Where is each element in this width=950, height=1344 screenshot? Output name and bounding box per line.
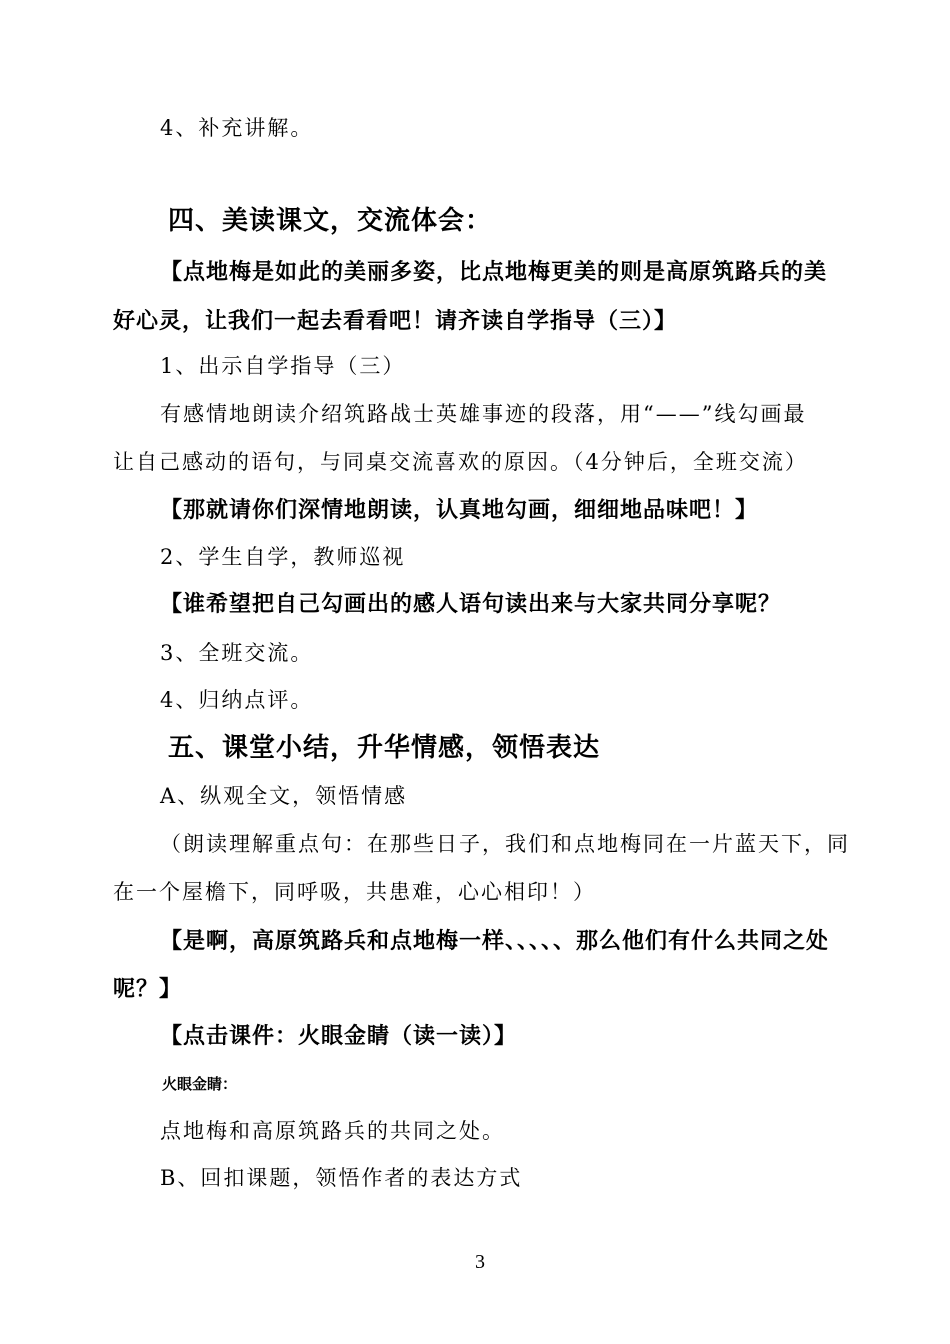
key-sentence-line-1: （朗读理解重点句：在那些日子，我们和点地梅同在一片蓝天下，同 (160, 832, 850, 856)
step-4-supplementary: 4、补充讲解。 (160, 116, 314, 140)
teacher-question-line-2: 呢？】 (113, 977, 183, 1002)
teacher-question-line-1: 【是啊，高原筑路兵和点地梅一样、、、、、那么他们有什么共同之处 (160, 929, 830, 954)
subsection-a: A、纵观全文，领悟情感 (160, 784, 408, 808)
courseware-prompt: 【点击课件：火眼金睛（读一读）】 (160, 1024, 518, 1049)
section-heading-4: 四、美读课文，交流体会： (168, 206, 493, 236)
activity-text: 点地梅和高原筑路兵的共同之处。 (160, 1119, 505, 1143)
subsection-b: B、回扣课题，领悟作者的表达方式 (160, 1166, 523, 1190)
guide-text-line-2: 让自己感动的语句，与同桌交流喜欢的原因。（4分钟后，全班交流） (113, 450, 808, 474)
guide-text-line-1: 有感情地朗读介绍筑路战士英雄事迹的段落，用“——”线勾画最 (160, 402, 807, 426)
step-1-guide: 1、出示自学指导（三） (160, 354, 406, 378)
step-4-review: 4、归纳点评。 (160, 688, 314, 712)
teacher-prompt-line-2: 好心灵，让我们一起去看看吧！请齐读自学指导（三）】 (113, 309, 678, 334)
activity-title: 火眼金睛： (162, 1075, 238, 1093)
teacher-prompt-share: 【谁希望把自己勾画出的感人语句读出来与大家共同分享呢？ (160, 592, 782, 617)
teacher-prompt-reading: 【那就请你们深情地朗读，认真地勾画，细细地品味吧！】 (160, 498, 759, 523)
page-number: 3 (475, 1251, 485, 1273)
key-sentence-line-2: 在一个屋檐下，同呼吸，共患难，心心相印！） (113, 880, 596, 904)
step-2-self-study: 2、学生自学，教师巡视 (160, 545, 406, 569)
step-3-class-discussion: 3、全班交流。 (160, 641, 314, 665)
section-heading-5: 五、课堂小结，升华情感，领悟表达 (168, 733, 601, 763)
teacher-prompt-line-1: 【点地梅是如此的美丽多姿，比点地梅更美的则是高原筑路兵的美 (160, 260, 828, 285)
